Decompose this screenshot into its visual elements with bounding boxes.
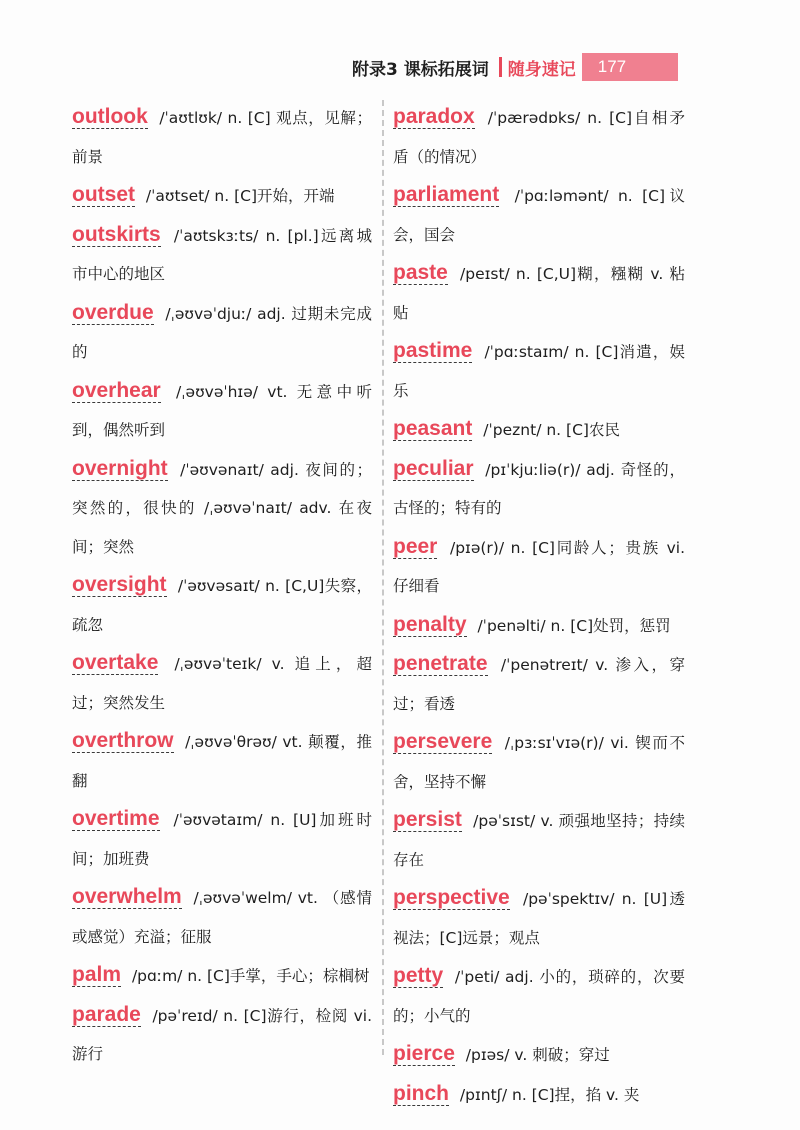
- appendix-title: 附录3 课标拓展词: [352, 59, 489, 80]
- vocab-entry: [72, 98, 372, 176]
- entry-text: /ˈaʊtset/ n. [C]开始，开端: [141, 187, 335, 205]
- vocab-entry: [393, 254, 685, 332]
- headword: outlook: [72, 105, 148, 128]
- vocab-entry: [72, 176, 372, 216]
- vocab-entry: [393, 450, 685, 528]
- headword: peer: [393, 534, 438, 558]
- vocab-entry: [72, 294, 372, 372]
- vocab-entry: [72, 878, 372, 956]
- headword: parade: [72, 1002, 141, 1026]
- entry-text: /ˈəʊvəsaɪt/ n. [C,U]失察，疏忽: [72, 577, 372, 634]
- entry-text: /ˈpenəlti/ n. [C]处罚，惩罚: [472, 616, 671, 635]
- vocab-entry: [393, 801, 685, 879]
- entry-text: /ˈəʊvətaɪm/ n. [U]加班时间；加班费: [72, 811, 372, 868]
- entry-text: /ˈaʊtskɜːts/ n. [pl.]远离城市中心的地区: [72, 226, 372, 283]
- entry-text: /ˈpeznt/ n. [C]农民: [478, 421, 620, 439]
- headword: outset: [72, 183, 135, 206]
- vocab-entry: [393, 1075, 685, 1115]
- entry-text: /ˌpɜːsɪˈvɪə(r)/ vi. 锲而不舍，坚持不懈: [393, 734, 685, 791]
- entry-text: /ˈpɑːləmənt/ n. [C]议会，国会: [393, 187, 685, 244]
- headword: overthrow: [72, 729, 174, 752]
- headword: paste: [393, 261, 448, 284]
- headword: persist: [393, 808, 462, 831]
- headword: penalty: [393, 612, 467, 636]
- entry-text: /pəˈsɪst/ v. 顽强地坚持；持续存在: [393, 812, 685, 869]
- headword: overhear: [72, 378, 161, 402]
- entry-text: /pɪˈkjuːliə(r)/ adj. 奇怪的，古怪的；特有的: [393, 460, 685, 517]
- headword: outskirts: [72, 222, 161, 246]
- vocab-entry: [393, 176, 685, 254]
- header-tagline: 随身速记: [507, 59, 576, 80]
- headword: parliament: [393, 183, 500, 206]
- vocab-entry: [393, 332, 685, 410]
- header-separator: [499, 57, 502, 77]
- headword: peasant: [393, 417, 473, 440]
- vocab-entry: [72, 450, 372, 567]
- vocab-entry: [72, 996, 372, 1074]
- entry-text: /ˌəʊvəˈdjuː/ adj. 过期未完成的: [72, 304, 372, 361]
- entry-text: /ˌəʊvəˈθrəʊ/ vt. 颠覆，推翻: [72, 733, 372, 790]
- headword: pinch: [393, 1081, 449, 1105]
- vocab-entry: [393, 879, 685, 957]
- headword: oversight: [72, 573, 167, 596]
- entry-text: /ˌəʊvəˈteɪk/ v. 追上，超过；突然发生: [72, 655, 372, 712]
- vocab-entry: [393, 606, 685, 646]
- headword: palm: [72, 963, 122, 986]
- right-column: [393, 98, 685, 1114]
- vocab-entry: [393, 98, 685, 176]
- headword: overwhelm: [72, 885, 182, 908]
- entry-text: /ˌəʊvəˈhɪə/ vt. 无意中听到，偶然听到: [72, 382, 372, 439]
- headword: peculiar: [393, 456, 474, 480]
- entry-text: /pəˈreɪd/ n. [C]游行，检阅 vi. 游行: [72, 1006, 372, 1063]
- vocab-entry: [72, 372, 372, 450]
- entry-text: /ˈpeti/ adj. 小的，琐碎的，次要的；小气的: [393, 968, 685, 1025]
- vocab-entry: [393, 528, 685, 606]
- entry-text: /peɪst/ n. [C,U]糊，糨糊 v. 粘贴: [393, 265, 685, 322]
- headword: overtime: [72, 807, 160, 830]
- entry-text: /ˈəʊvənaɪt/ adj. 夜间的；突然的，很快的 /ˌəʊvəˈnaɪt/ adv. 在夜间；突然: [72, 460, 372, 556]
- headword: overtake: [72, 651, 159, 674]
- headword: penetrate: [393, 652, 488, 675]
- headword: petty: [393, 964, 444, 987]
- headword: overnight: [72, 456, 168, 480]
- page-number: 177: [582, 53, 678, 81]
- vocab-entry: [393, 1035, 685, 1075]
- entry-text: /ˈpenətreɪt/ v. 渗入，穿过；看透: [393, 656, 685, 713]
- entry-text: /ˈpærədɒks/ n. [C]自相矛盾（的情况）: [393, 109, 685, 166]
- vocab-entry: [72, 216, 372, 294]
- vocab-entry: [393, 723, 685, 801]
- vocab-entry: [393, 410, 685, 450]
- entry-text: /pəˈspektɪv/ n. [U]透视法；[C]远景；观点: [393, 890, 685, 947]
- headword: pierce: [393, 1042, 455, 1065]
- headword: perspective: [393, 886, 510, 909]
- vocab-entry: [72, 566, 372, 644]
- headword: persevere: [393, 730, 493, 753]
- vocab-entry: [393, 645, 685, 723]
- entry-text: /ˈpɑːstaɪm/ n. [C]消遣，娱乐: [393, 343, 685, 400]
- headword: overdue: [72, 300, 154, 324]
- vocab-entry: [72, 956, 372, 996]
- left-column: [72, 98, 372, 1074]
- column-divider: [382, 100, 384, 1055]
- vocab-entry: [72, 722, 372, 800]
- vocab-entry: [72, 800, 372, 878]
- entry-text: /ˌəʊvəˈwelm/ vt. （感情或感觉）充溢；征服: [72, 889, 372, 946]
- entry-text: /pɪə(r)/ n. [C]同龄人；贵族 vi. 仔细看: [393, 538, 685, 595]
- vocab-entry: [72, 644, 372, 722]
- vocab-entry: [393, 957, 685, 1035]
- headword: paradox: [393, 105, 475, 128]
- entry-text: /pɑːm/ n. [C]手掌，手心；棕榈树: [127, 967, 370, 985]
- entry-text: /pɪntʃ/ n. [C]捏，掐 v. 夹: [455, 1085, 640, 1104]
- page-header: [352, 52, 678, 82]
- entry-text: /pɪəs/ v. 刺破；穿过: [460, 1046, 610, 1064]
- headword: pastime: [393, 339, 473, 362]
- entry-text: /ˈaʊtlʊk/ n. [C] 观点，见解；前景: [72, 109, 372, 166]
